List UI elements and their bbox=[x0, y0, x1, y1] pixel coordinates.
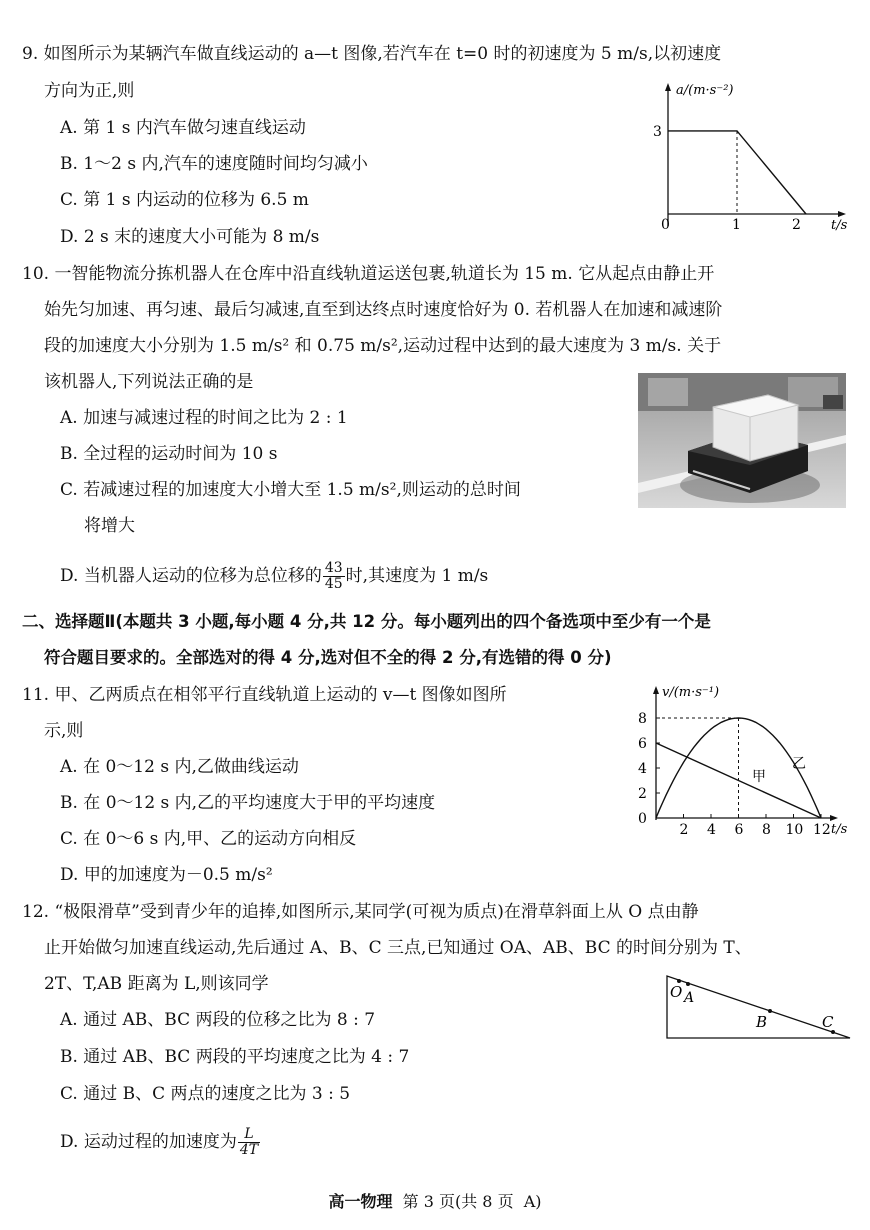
q12-option-d-pre: D. 运动过程的加速度为 bbox=[60, 1132, 237, 1152]
q11-stem-line1: 11. 甲、乙两质点在相邻平行直线轨道上运动的 v—t 图像如图所 bbox=[22, 685, 507, 705]
label-b: B bbox=[756, 1013, 768, 1031]
footer-version: A) bbox=[523, 1192, 542, 1211]
q9-x-tick-2: 2 bbox=[792, 217, 801, 233]
q11-x-arrow-icon bbox=[830, 815, 838, 821]
page-footer bbox=[0, 1190, 870, 1214]
q12-option-a: A. 通过 AB、BC 两段的位移之比为 8 : 7 bbox=[60, 1010, 376, 1030]
q11-y-tick: 8 bbox=[638, 711, 647, 727]
q11-x-tick: 8 bbox=[762, 822, 771, 838]
q11-y-tick: 2 bbox=[638, 786, 647, 802]
q9-option-b: B. 1～2 s 内,汽车的速度随时间均匀减小 bbox=[60, 154, 368, 174]
q9-x-arrow-icon bbox=[838, 211, 846, 217]
q12-frac-den: 4T bbox=[239, 1142, 259, 1158]
q12-stem-line3: 2T、T,AB 距离为 L,则该同学 bbox=[44, 974, 269, 994]
q11-x-tick: 6 bbox=[734, 822, 744, 838]
label-o: O bbox=[670, 983, 683, 1001]
q9-stem-line1: 9. 如图所示为某辆汽车做直线运动的 a—t 图像,若汽车在 t=0 时的初速度为 5 m/s,以初速度 bbox=[22, 44, 722, 64]
q11-y-tick: 0 bbox=[638, 811, 647, 827]
q11-option-a: A. 在 0～12 s 内,乙做曲线运动 bbox=[60, 757, 299, 777]
point-a bbox=[686, 982, 690, 986]
q9-x-tick-1: 1 bbox=[732, 217, 741, 233]
q10-stem-line3: 段的加速度大小分别为 1.5 m/s² 和 0.75 m/s²,运动过程中达到的最大速度为 3 m/s. 关于 bbox=[44, 336, 722, 356]
q11-x-tick: 10 bbox=[785, 822, 804, 838]
q9-option-a: A. 第 1 s 内汽车做匀速直线运动 bbox=[60, 118, 306, 138]
q9-option-d: D. 2 s 末的速度大小可能为 8 m/s bbox=[60, 227, 320, 247]
q11-y-tick: 6 bbox=[638, 736, 647, 752]
footer-page: 第 3 页(共 8 页 bbox=[402, 1192, 514, 1211]
q12-option-b: B. 通过 AB、BC 两段的平均速度之比为 4 : 7 bbox=[60, 1047, 410, 1067]
section-2-heading-line1: 二、选择题Ⅱ(本题共 3 小题,每小题 4 分,共 12 分。每小题列出的四个备选项中至少有一个是 bbox=[22, 612, 711, 631]
shelf-box bbox=[648, 378, 688, 406]
point-b bbox=[768, 1009, 772, 1013]
label-c: C bbox=[822, 1013, 834, 1031]
q12-frac-num: L bbox=[238, 1127, 260, 1143]
q10-option-d bbox=[60, 561, 488, 592]
q11-y-arrow-icon bbox=[653, 686, 659, 694]
q11-option-d: D. 甲的加速度为－0.5 m/s² bbox=[60, 865, 273, 885]
q12-option-c: C. 通过 B、C 两点的速度之比为 3 : 5 bbox=[60, 1084, 351, 1104]
footer-subject: 高一物理 bbox=[328, 1192, 393, 1211]
q10-fraction bbox=[323, 561, 345, 592]
q9-at-graph bbox=[645, 78, 860, 236]
q10-option-a: A. 加速与减速过程的时间之比为 2 : 1 bbox=[60, 408, 348, 428]
q10-frac-den: 45 bbox=[324, 576, 343, 592]
q12-stem-line1: 12. “极限滑草”受到青少年的追捧,如图所示,某同学(可视为质点)在滑草斜面上从 O 点由静 bbox=[22, 902, 699, 922]
q11-jia-label: 甲 bbox=[752, 769, 766, 785]
q10-option-b: B. 全过程的运动时间为 10 s bbox=[60, 444, 278, 464]
section-2-heading-line2: 符合题目要求的。全部选对的得 4 分,选对但不全的得 2 分,有选错的得 0 分) bbox=[44, 648, 612, 667]
q9-y-label: a/(m·s⁻²) bbox=[676, 83, 734, 98]
q12-fraction bbox=[238, 1127, 260, 1158]
q11-vt-graph bbox=[632, 680, 862, 840]
q11-option-c: C. 在 0～6 s 内,甲、乙的运动方向相反 bbox=[60, 829, 357, 849]
q11-option-b: B. 在 0～12 s 内,乙的平均速度大于甲的平均速度 bbox=[60, 793, 436, 813]
distant-robot bbox=[823, 395, 843, 409]
q9-option-c: C. 第 1 s 内运动的位移为 6.5 m bbox=[60, 190, 309, 210]
q11-x-tick: 12 bbox=[813, 822, 831, 838]
q9-y-arrow-icon bbox=[665, 83, 671, 91]
q11-x-tick: 4 bbox=[707, 822, 716, 838]
label-a: A bbox=[684, 990, 695, 1006]
q11-tick-group bbox=[638, 711, 831, 838]
q11-stem-line2: 示,则 bbox=[44, 721, 84, 741]
q12-slope-diagram bbox=[660, 970, 860, 1045]
q11-x-label: t/s bbox=[831, 822, 848, 837]
q9-x-tick-0: 0 bbox=[661, 217, 670, 233]
q10-option-c: C. 若减速过程的加速度大小增大至 1.5 m/s²,则运动的总时间 bbox=[60, 480, 521, 500]
q10-option-c-cont: 将增大 bbox=[84, 516, 135, 536]
q10-option-d-pre: D. 当机器人运动的位移为总位移的 bbox=[60, 566, 322, 586]
q10-option-d-post: 时,其速度为 1 m/s bbox=[345, 566, 489, 586]
q10-stem-line1: 10. 一智能物流分拣机器人在仓库中沿直线轨道运送包裹,轨道长为 15 m. 它从起点由静止开 bbox=[22, 264, 715, 284]
q11-yi-label: 乙 bbox=[792, 756, 806, 772]
q9-stem-line2: 方向为正,则 bbox=[44, 81, 135, 101]
q12-stem-line2: 止开始做匀加速直线运动,先后通过 A、B、C 三点,已知通过 OA、AB、BC 的时间分别为 T、 bbox=[44, 938, 752, 958]
q11-y-tick: 4 bbox=[638, 761, 647, 777]
q9-x-label: t/s bbox=[831, 218, 848, 233]
q11-y-label: v/(m·s⁻¹) bbox=[662, 685, 720, 700]
robot-photo bbox=[638, 373, 846, 508]
q10-frac-num: 43 bbox=[324, 560, 343, 576]
q12-option-d bbox=[60, 1127, 261, 1158]
q11-x-tick: 2 bbox=[679, 822, 689, 838]
q10-stem-line2: 始先匀加速、再匀速、最后匀减速,直至到达终点时速度恰好为 0. 若机器人在加速和减速阶 bbox=[44, 300, 723, 320]
q9-y-tick-3: 3 bbox=[653, 124, 662, 140]
q10-stem-line4: 该机器人,下列说法正确的是 bbox=[44, 372, 254, 392]
